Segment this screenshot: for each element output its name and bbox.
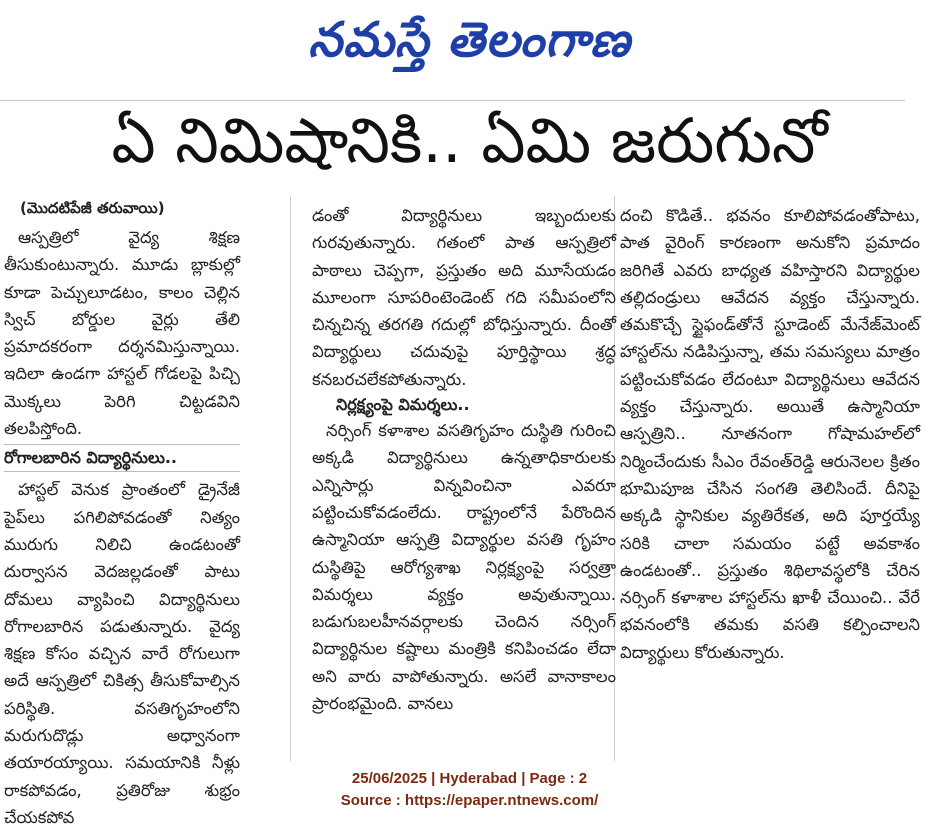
article-headline: ఏ నిమిషానికి.. ఏమి జరుగునో <box>111 104 828 177</box>
section-subheading: రోగాలబారిన విద్యార్థినులు.. <box>4 444 240 472</box>
paragraph: నర్సింగ్ కళాశాల వసతిగృహం దుస్థితి గురించి అక్కడి విద్యార్థినులు ఉన్నతాధికారులకు ఎన్నిసార్లు విన్నవించినా ఎవరూ పట్టించుకోవడంలేదు. రాష్ట్రంలోనే పేరొందిన ఉస్మానియా ఆస్పత్రి విద్యార్థుల వసతి గృహం దుస్థితిపై ఆరోగ్యశాఖ నిర్లక్ష్యంపై సర్వత్రా విమర్శలు వ్యక్తం అవుతున్నాయి. బడుగుబలహీనవర్గాలకు చెందిన నర్సింగ్ విద్యార్థినుల కష్టాలు మంత్రికి కనిపించడం లేదా అని వారు వాపోతున్నారు. అసలే వానాకాలం ప్రారంభమైంది. వానలు <box>312 421 616 714</box>
column-divider <box>290 196 291 761</box>
date-location-page: 25/06/2025 | Hyderabad | Page : 2 <box>351 770 588 787</box>
continued-label: (మొదటిపేజీ తరువాయి) <box>20 199 165 217</box>
newspaper-logo: నమస్తే తెలంగాణ <box>308 12 631 68</box>
paragraph: డంతో విద్యార్థినులు ఇబ్బందులకు గురవుతున్నారు. గతంలో పాత ఆస్పత్రిలో పాఠాలు చెప్పగా, ప్రస్తుతం అది మూసేయడం మూలంగా సూపరింటెండెంట్ గది సమీపంలోని చిన్నచిన్న తరగతి గదుల్లో బోధిస్తున్నారు. దీంతో విద్యార్థులు చదువుపై పూర్తిస్థాయి శ్రద్ధ కనబరచలేకపోతున్నారు. <box>312 206 616 389</box>
article-column-2 <box>312 196 616 717</box>
paragraph: ఆస్పత్రిలో వైద్య శిక్షణ తీసుకుంటున్నారు. మూడు బ్లాకుల్లో కూడా పెచ్చులూడటం, కాలం చెల్లిన స్విచ్ బోర్డుల వైర్లు తేలి ప్రమాదకరంగా దర్శనమిస్తున్నాయి. ఇదిలా ఉండగా హాస్టల్ గోడలపై పిచ్చి మొక్కలు పెరిగి చిట్టడవిని తలపిస్తోంది. <box>4 228 240 439</box>
header-divider <box>0 100 905 101</box>
masthead <box>0 0 939 92</box>
article-column-3 <box>620 196 920 666</box>
section-subheading: నిర్లక్ష్యంపై విమర్శలు.. <box>336 395 470 415</box>
article-column-1 <box>4 196 240 831</box>
paragraph: హాస్టల్ వెనుక ప్రాంతంలో డ్రైనేజీ పైప్‌లు పగిలిపోవడంతో నిత్యం మురుగు నిలిచి ఉండటంతో దుర్వాసన వెదజల్లడంతో పాటు దోమలు వ్యాపించి విద్యార్థినులు రోగాలబారిన పడుతున్నారు. వైద్య శిక్షణ కోసం వచ్చిన వారే రోగులుగా అదే ఆస్పత్రిలో చికిత్స తీసుకోవాల్సిన పరిస్థితి. వసతిగృహంలోని మరుగుదొడ్లు అధ్వానంగా తయారయ్యాయి. సమయానికి నీళ్లు రాకపోవడం, ప్రతిరోజు శుభ్రం చేయకపోవ <box>4 480 240 827</box>
paragraph: దంచి కొడితే.. భవనం కూలిపోవడంతోపాటు, పాత వైరింగ్ కారణంగా అనుకోని ప్రమాదం జరిగితే ఎవరు బాధ్యత వహిస్తారని విద్యార్థుల తల్లిదండ్రులు ఆవేదన వ్యక్తం చేస్తున్నారు. తమకొచ్చే స్టైఫండ్‌తోనే స్టూడెంట్ మేనేజ్‌మెంట్ హాస్టల్‌ను నడిపిస్తున్నా, తమ సమస్యలు మాత్రం పట్టించుకోవడం లేదంటూ విద్యార్థినులు ఆవేదన వ్యక్తం చేస్తున్నారు. అయితే ఉస్మానియా ఆస్పత్రిని.. నూతనంగా గోషామహల్‌లో నిర్మించేందుకు సీఎం రేవంత్‌రెడ్డి ఆరునెలల క్రితం భూమిపూజ చేసిన సంగతి తెలిసిందే. దీనిపై అక్కడి స్థానికుల వ్యతిరేకత, అది పూర్తయ్యే సరికి చాలా సమయం పట్టే అవకాశం ఉండటంతో.. ప్రస్తుతం శిథిలావస్థలోకి చేరిన నర్సింగ్ కళాశాల హాస్టల్‌ను ఖాళీ చేయించి.. వేరే భవనంలోకి తమకు వసతి కల్పించాలని విద్యార్థులు కోరుతున్నారు. <box>620 206 920 662</box>
source-link[interactable]: Source : https://epaper.ntnews.com/ <box>340 792 599 809</box>
page-footer <box>0 768 939 812</box>
